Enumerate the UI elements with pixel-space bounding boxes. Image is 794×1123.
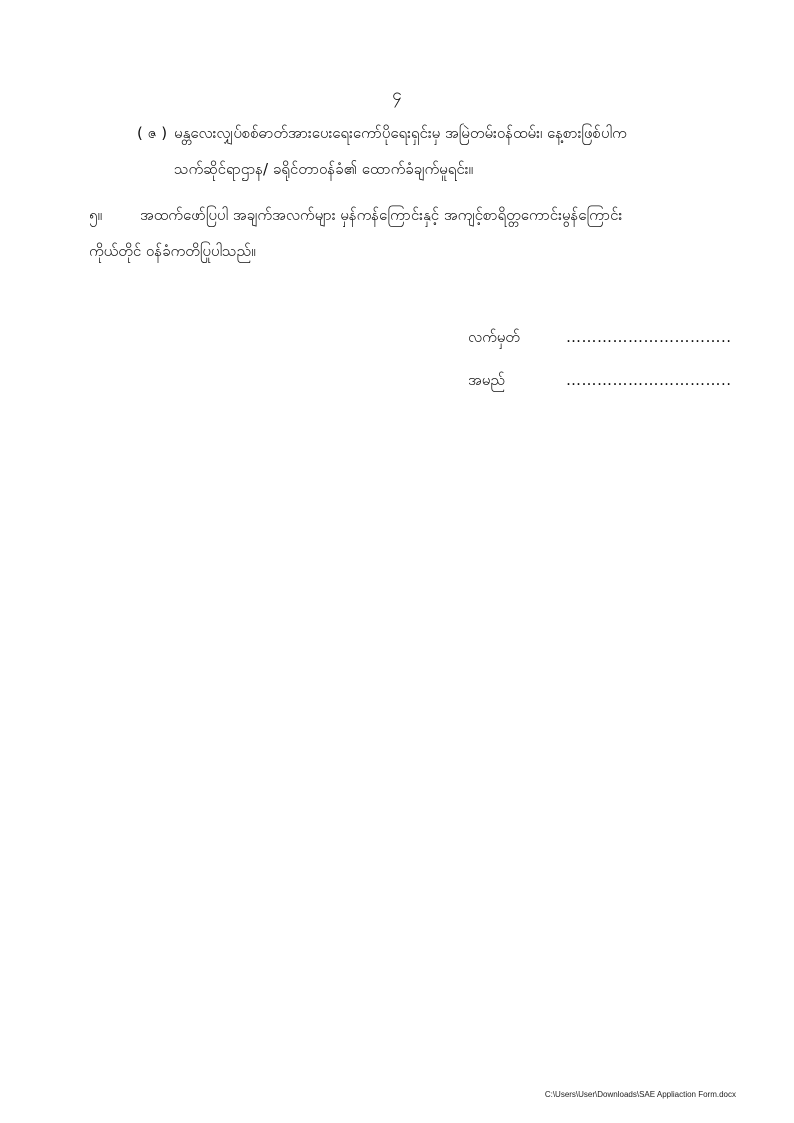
item-text-line-2: သက်ဆိုင်ရာဌာန/ ခရိုင်တာဝန်ခံ၏ ထောက်ခံချက်မူရင်း။ [174, 160, 474, 178]
signature-label: လက်မှတ် [468, 328, 520, 346]
signature-field[interactable]: ………………………….. [566, 328, 732, 346]
paragraph-number: ၅။ [89, 206, 102, 224]
name-field[interactable]: ………………………….. [566, 371, 732, 389]
paragraph-line-1: အထက်ဖော်ပြပါ အချက်အလက်များ မှန်ကန်ကြောင်းနှင့် အကျင့်စာရိတ္တကောင်းမွန်ကြောင်း [140, 206, 623, 224]
paragraph-line-2: ကိုယ်တိုင် ဝန်ခံကတိပြုပါသည်။ [89, 242, 256, 260]
item-text-line-1: မန္တလေးလျှပ်စစ်ဓာတ်အားပေးရေးကော်ပိုရေးရှင်းမှ အမြဲတမ်းဝန်ထမ်း၊ နေ့စားဖြစ်ပါက [174, 124, 627, 142]
page-number: ၄ [392, 85, 402, 105]
name-label: အမည် [468, 371, 505, 389]
footer-file-path: C:\Users\User\Downloads\SAE Appliaction Form.docx [544, 1090, 736, 1099]
item-label: ( ဇ ) [137, 124, 168, 142]
